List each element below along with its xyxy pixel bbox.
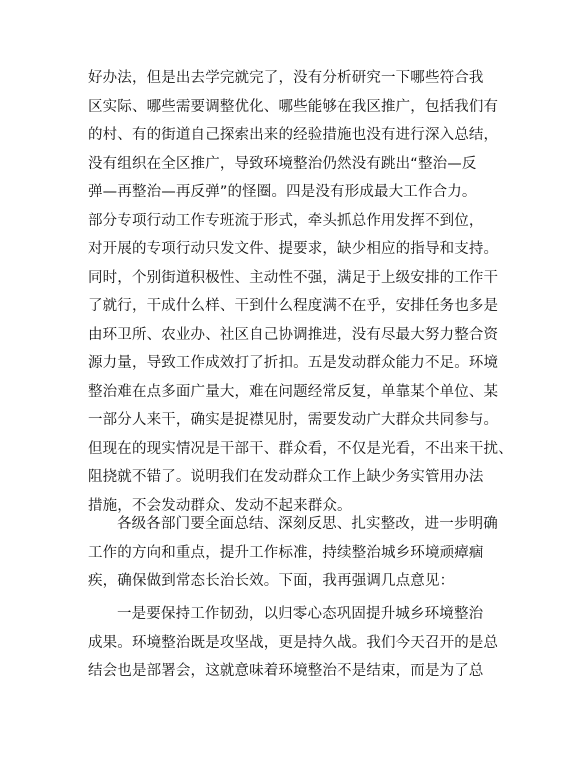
- text-line: 弹—再整治—再反弹”的怪圈。四是没有形成最大工作合力。: [88, 184, 477, 200]
- text-line: 一是要保持工作韧劲，以归零心态巩固提升城乡环境整治: [117, 606, 484, 622]
- text-line: 对开展的专项行动只发文件、提要求，缺少相应的指导和支持。: [88, 241, 499, 257]
- text-line: 措施，不会发动群众、发动不起来群众。: [88, 497, 352, 514]
- text-line: 阻挠就不错了。说明我们在发动群众工作上缺少务实管用办法: [88, 469, 484, 485]
- text-line: 整治难在点多面广量大，难在问题经常反复，单靠某个单位、某: [88, 383, 499, 400]
- text-line: 成果。环境整治既是攻坚战，更是持久战。我们今天召开的是总: [88, 634, 499, 651]
- paragraph-1: [88, 64, 513, 520]
- text-line: 的村、有的街道自己探索出来的经验措施也没有进行深入总结，: [88, 127, 499, 143]
- text-line: 由环卫所、农业办、社区自己协调推进，没有尽最大努力整合资: [88, 326, 499, 343]
- text-line: 各级各部门要全面总结、深刻反思、扎实整改，进一步明确: [117, 516, 498, 532]
- text-line: 结会也是部署会，这就意味着环境整治不是结束，而是为了总: [88, 663, 484, 679]
- text-line: 了就行，干成什么样、干到什么程度满不在乎，安排任务也多是: [88, 298, 499, 314]
- text-line: 一部分人来干，确实是捉襟见肘，需要发动广大群众共同参与。: [88, 412, 499, 428]
- text-line: 同时，个别街道积极性、主动性不强，满足于上级安排的工作干: [88, 269, 499, 286]
- text-line: 源力量，导致工作成效打了折扣。五是发动群众能力不足。环境: [88, 355, 499, 371]
- paragraph-2: [88, 510, 498, 596]
- text-line: 部分专项行动工作专班流于形式，牵头抓总作用发挥不到位，: [88, 212, 484, 229]
- paragraph-3: [88, 600, 498, 686]
- text-line: 但现在的现实情况是干部干、群众看，不仅是光看，不出来干扰、: [88, 440, 513, 457]
- text-line: 疾，确保做到常态长治长效。下面，我再强调几点意见：: [88, 573, 455, 589]
- text-line: 工作的方向和重点，提升工作标准，持续整治城乡环境顽瘴痼: [88, 544, 484, 561]
- text-line: 区实际、哪些需要调整优化、哪些能够在我区推广，包括我们有: [88, 98, 499, 115]
- text-line: 没有组织在全区推广，导致环境整治仍然没有跳出“整治—反: [88, 155, 477, 172]
- text-line: 好办法，但是出去学完就完了，没有分析研究一下哪些符合我: [88, 70, 484, 86]
